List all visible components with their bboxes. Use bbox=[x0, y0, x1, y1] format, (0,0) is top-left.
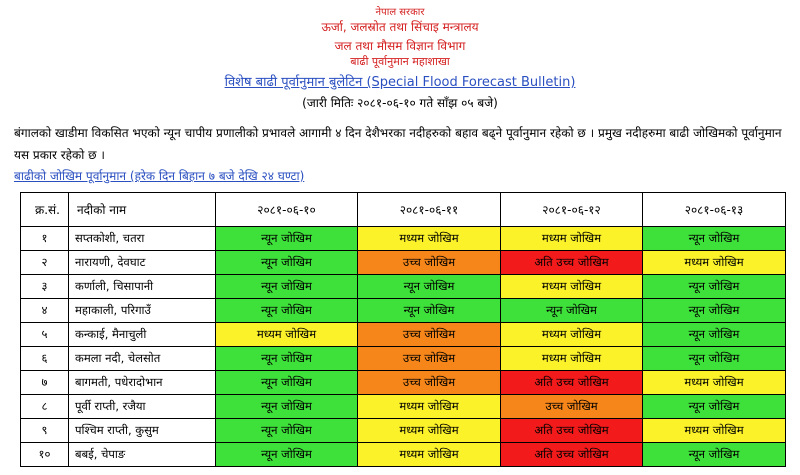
risk-cell: न्यून जोखिम bbox=[501, 299, 643, 323]
row-number: १० bbox=[21, 443, 69, 467]
river-name: पूर्वी राप्ती, रजैया bbox=[69, 395, 216, 419]
issue-date: (जारी मितिः २०८१-०६-१० गते साँझ ०५ बजे) bbox=[302, 96, 498, 110]
table-row bbox=[21, 443, 786, 467]
risk-cell: न्यून जोखिम bbox=[216, 275, 358, 299]
date-header: २०८१-०६-१२ bbox=[501, 193, 643, 227]
risk-cell: न्यून जोखिम bbox=[643, 227, 786, 251]
table-row bbox=[21, 347, 786, 371]
river-name: पश्चिम राप्ती, कुसुम bbox=[69, 419, 216, 443]
row-number: ८ bbox=[21, 395, 69, 419]
department-name: जल तथा मौसम विज्ञान विभाग bbox=[334, 39, 466, 53]
risk-cell: न्यून जोखिम bbox=[643, 323, 786, 347]
table-row bbox=[21, 419, 786, 443]
river-name: कमला नदी, चेलसोत bbox=[69, 347, 216, 371]
risk-cell: मध्यम जोखिम bbox=[643, 419, 786, 443]
risk-cell: उच्च जोखिम bbox=[358, 371, 501, 395]
row-number: ४ bbox=[21, 299, 69, 323]
risk-cell: मध्यम जोखिम bbox=[216, 323, 358, 347]
table-row bbox=[21, 395, 786, 419]
risk-cell: न्यून जोखिम bbox=[216, 299, 358, 323]
risk-cell: न्यून जोखिम bbox=[643, 299, 786, 323]
risk-cell: न्यून जोखिम bbox=[643, 443, 786, 467]
risk-cell: मध्यम जोखिम bbox=[501, 323, 643, 347]
risk-cell: न्यून जोखिम bbox=[358, 299, 501, 323]
risk-cell: मध्यम जोखिम bbox=[358, 419, 501, 443]
risk-cell: अति उच्च जोखिम bbox=[501, 371, 643, 395]
risk-cell: न्यून जोखिम bbox=[216, 251, 358, 275]
river-name: बागमती, पधेरादोभान bbox=[69, 371, 216, 395]
table-header-row bbox=[21, 193, 786, 227]
risk-cell: न्यून जोखिम bbox=[216, 347, 358, 371]
row-number: ७ bbox=[21, 371, 69, 395]
table-row bbox=[21, 251, 786, 275]
flood-risk-table bbox=[20, 192, 786, 467]
risk-cell: उच्च जोखिम bbox=[358, 251, 501, 275]
risk-cell: न्यून जोखिम bbox=[643, 395, 786, 419]
risk-cell: न्यून जोखिम bbox=[216, 371, 358, 395]
risk-cell: उच्च जोखिम bbox=[501, 395, 643, 419]
risk-cell: मध्यम जोखिम bbox=[501, 347, 643, 371]
river-name: सप्तकोशी, चतरा bbox=[69, 227, 216, 251]
division-name: बाढी पूर्वानुमान महाशाखा bbox=[350, 55, 450, 68]
row-number: २ bbox=[21, 251, 69, 275]
date-header: २०८१-०६-१३ bbox=[643, 193, 786, 227]
row-number: ९ bbox=[21, 419, 69, 443]
river-header: नदीको नाम bbox=[69, 193, 216, 227]
risk-cell: उच्च जोखिम bbox=[358, 347, 501, 371]
section-heading: बाढीको जोखिम पूर्वानुमान (हरेक दिन बिहान ७ बजे देखि २४ घण्टा) bbox=[14, 169, 305, 183]
risk-cell: मध्यम जोखिम bbox=[643, 371, 786, 395]
risk-cell: मध्यम जोखिम bbox=[643, 251, 786, 275]
risk-cell: अति उच्च जोखिम bbox=[501, 419, 643, 443]
risk-cell: मध्यम जोखिम bbox=[501, 275, 643, 299]
row-number: ५ bbox=[21, 323, 69, 347]
river-name: नारायणी, देवघाट bbox=[69, 251, 216, 275]
risk-cell: न्यून जोखिम bbox=[643, 275, 786, 299]
table-row bbox=[21, 299, 786, 323]
table-row bbox=[21, 275, 786, 299]
date-header: २०८१-०६-१० bbox=[216, 193, 358, 227]
date-header: २०८१-०६-११ bbox=[358, 193, 501, 227]
risk-cell: मध्यम जोखिम bbox=[358, 227, 501, 251]
risk-cell: अति उच्च जोखिम bbox=[501, 443, 643, 467]
risk-cell: न्यून जोखिम bbox=[216, 395, 358, 419]
risk-cell: न्यून जोखिम bbox=[216, 443, 358, 467]
river-name: महाकाली, परिगाउँ bbox=[69, 299, 216, 323]
river-name: बबई, चेपाङ bbox=[69, 443, 216, 467]
risk-cell: न्यून जोखिम bbox=[358, 275, 501, 299]
row-number: ६ bbox=[21, 347, 69, 371]
table-row bbox=[21, 371, 786, 395]
risk-cell: न्यून जोखिम bbox=[216, 227, 358, 251]
risk-cell: मध्यम जोखिम bbox=[358, 395, 501, 419]
table-row bbox=[21, 227, 786, 251]
table-row bbox=[21, 323, 786, 347]
ministry-name: ऊर्जा, जलस्रोत तथा सिंचाइ मन्त्रालय bbox=[321, 20, 479, 34]
intro-paragraph: बंगालको खाडीमा विकसित भएको न्यून चापीय प्रणालीको प्रभावले आगामी ४ दिन देशैभरका नदीहरुको बहाव बढ्ने पूर्वानुमान रहेको छ । प्रमुख नदीहरुमा बाढी जोखिमको पूर्वानुमान यस प्रकार रहेको छ । bbox=[14, 126, 782, 162]
bulletin-title: विशेष बाढी पूर्वानुमान बुलेटिन (Special Flood Forecast Bulletin) bbox=[224, 75, 576, 90]
row-number: १ bbox=[21, 227, 69, 251]
risk-cell: मध्यम जोखिम bbox=[501, 227, 643, 251]
risk-cell: अति उच्च जोखिम bbox=[501, 251, 643, 275]
risk-cell: न्यून जोखिम bbox=[643, 347, 786, 371]
river-name: कन्काई, मैनाचुली bbox=[69, 323, 216, 347]
government-name: नेपाल सरकार bbox=[375, 7, 425, 18]
sn-header: क्र.सं. bbox=[21, 193, 69, 227]
risk-cell: उच्च जोखिम bbox=[358, 323, 501, 347]
risk-cell: न्यून जोखिम bbox=[216, 419, 358, 443]
river-name: कर्णाली, चिसापानी bbox=[69, 275, 216, 299]
risk-cell: मध्यम जोखिम bbox=[358, 443, 501, 467]
row-number: ३ bbox=[21, 275, 69, 299]
